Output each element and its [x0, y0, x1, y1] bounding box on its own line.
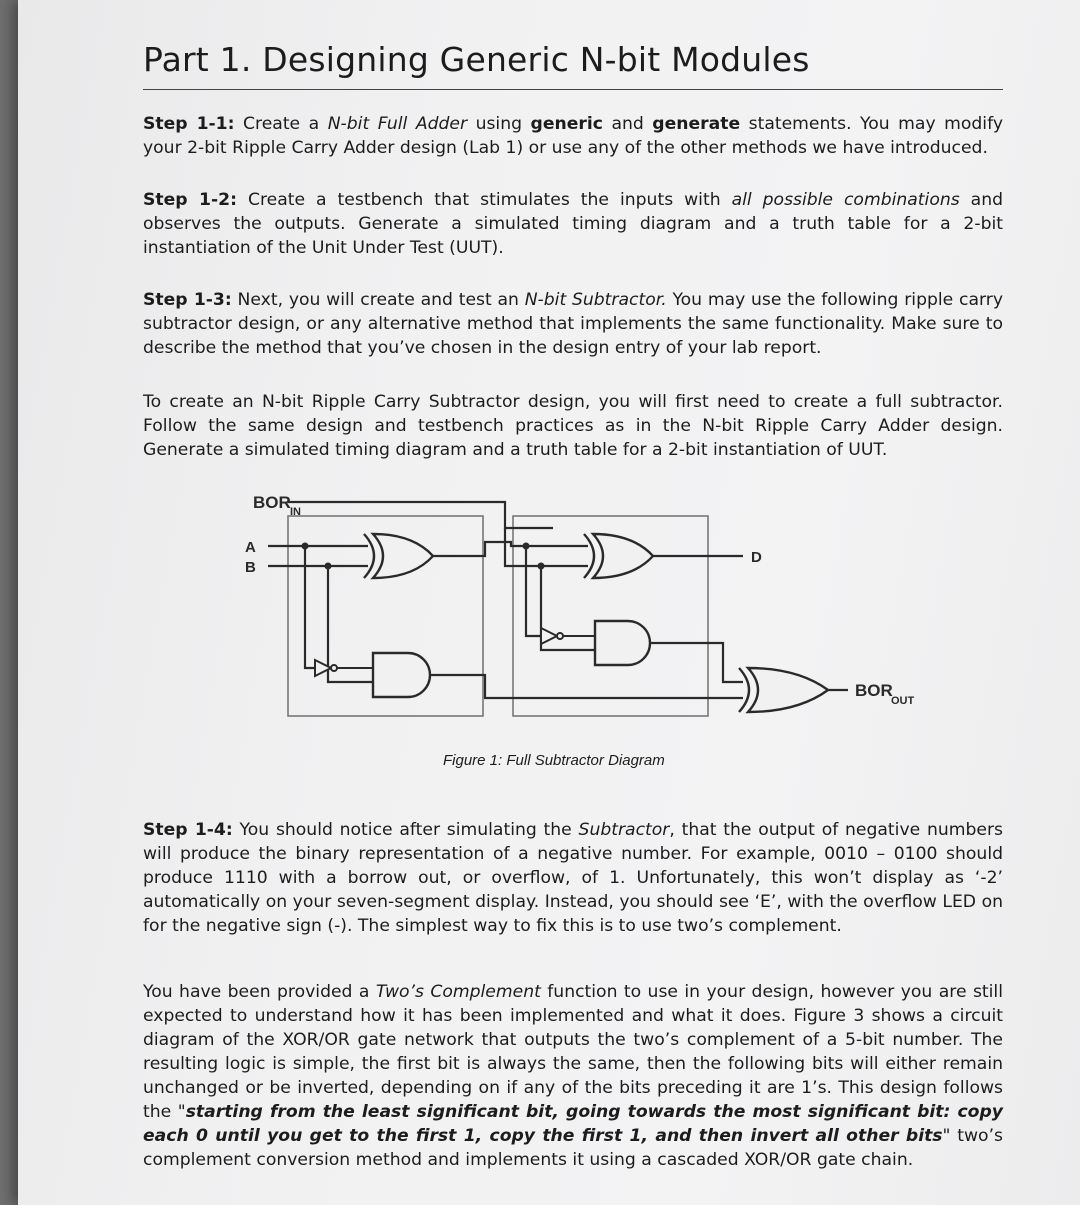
ripple-subtractor-text: To create an N-bit Ripple Carry Subtractor design, you will first need to create a full subtractor. Follow the same design and testbench practices as in the N-bit Ripple Carry Adder design. Generate a simulated timing diagram and a truth table for a 2-bit instantiation of UUT. [143, 392, 1003, 460]
bor-out-label: BOR [855, 681, 893, 700]
circuit-svg [223, 486, 943, 746]
or-gate [739, 668, 828, 712]
not-gate-1 [315, 660, 373, 676]
and-gate-2 [595, 621, 650, 665]
input-a-label: A [245, 539, 256, 556]
step-1-2-text: Step 1-2: Create a testbench that stimulates the inputs with all possible combinations and observes the outputs. Generate a simulated timing diagram and a truth table for a 2-bit instantiation of the Unit Under Test (UUT). [143, 190, 1003, 258]
step-label: Step 1-3: [143, 290, 232, 310]
and1-out-wire [428, 675, 743, 698]
step-1-3 [143, 288, 1003, 360]
and2-out-wire [648, 643, 743, 682]
step-1-3-text: Step 1-3: Next, you will create and test an N-bit Subtractor. You may use the following ripple carry subtractor design, or any alternative method that implements the same functionality. Make sure to describe the method that you’ve chosen in the design entry of your lab report. [143, 290, 1003, 358]
xor1-tap-wire [526, 546, 541, 636]
step-label: Step 1-2: [143, 190, 237, 210]
full-subtractor-diagram [223, 486, 943, 751]
ripple-subtractor-paragraph [143, 390, 1003, 462]
xor-gate-2 [584, 534, 653, 578]
not-gate-2 [541, 628, 595, 644]
bor-in-label: BOR [253, 493, 291, 512]
document-page [18, 0, 1080, 1205]
step-label: Step 1-4: [143, 820, 233, 840]
step-1-1-text: Step 1-1: Create a N-bit Full Adder using generic and generate statements. You may modify your 2-bit Ripple Carry Adder design (Lab 1) or use any of the other methods we have introduced. [143, 114, 1003, 158]
step-1-2 [143, 188, 1003, 260]
xor-gate-1 [364, 534, 433, 578]
bor-in-subscript: IN [290, 506, 301, 518]
twos-complement-text: You have been provided a Two’s Complement function to use in your design, however you are still expected to understand how it has been implemented and what it does. Figure 3 shows a circuit diagram of the XOR/OR gate network that outputs the two’s complement of a 5-bit number. The resulting logic is simple, the first bit is always the same, then the following bits will either remain unchanged or be inverted, depending on if any of the bits preceding it are 1’s. This design follows the "starting from the least significant bit, going towards the most significant bit: copy each 0 until you get to the first 1, copy the first 1, and then invert all other bits" two’s complement conversion method and implements it using a cascaded XOR/OR gate chain. [143, 982, 1003, 1170]
step-1-1 [143, 112, 1003, 160]
step-1-4 [143, 818, 1003, 938]
step-1-4-text: Step 1-4: You should notice after simulating the Subtractor, that the output of negative numbers will produce the binary representation of a negative number. For example, 0010 – 0100 should produce 1110 with a borrow out, or overflow, of 1. Unfortunately, this won’t display as ‘-2’ automatically on your seven-segment display. Instead, you should see ‘E’, with the overflow LED on for the negative sign (-). The simplest way to fix this is to use two’s complement. [143, 820, 1003, 936]
input-b-label: B [245, 559, 256, 576]
a-tap-wire [305, 546, 315, 668]
xor1-out-wire [428, 542, 588, 556]
section-heading: Part 1. Designing Generic N-bit Modules [143, 40, 1003, 90]
twos-complement-paragraph [143, 980, 1003, 1172]
bor-out-subscript: OUT [891, 695, 915, 707]
and-gate-1 [373, 653, 430, 697]
figure-caption: Figure 1: Full Subtractor Diagram [443, 752, 665, 769]
step-label: Step 1-1: [143, 114, 235, 134]
page-content [143, 40, 1003, 1170]
output-d-label: D [751, 549, 762, 566]
